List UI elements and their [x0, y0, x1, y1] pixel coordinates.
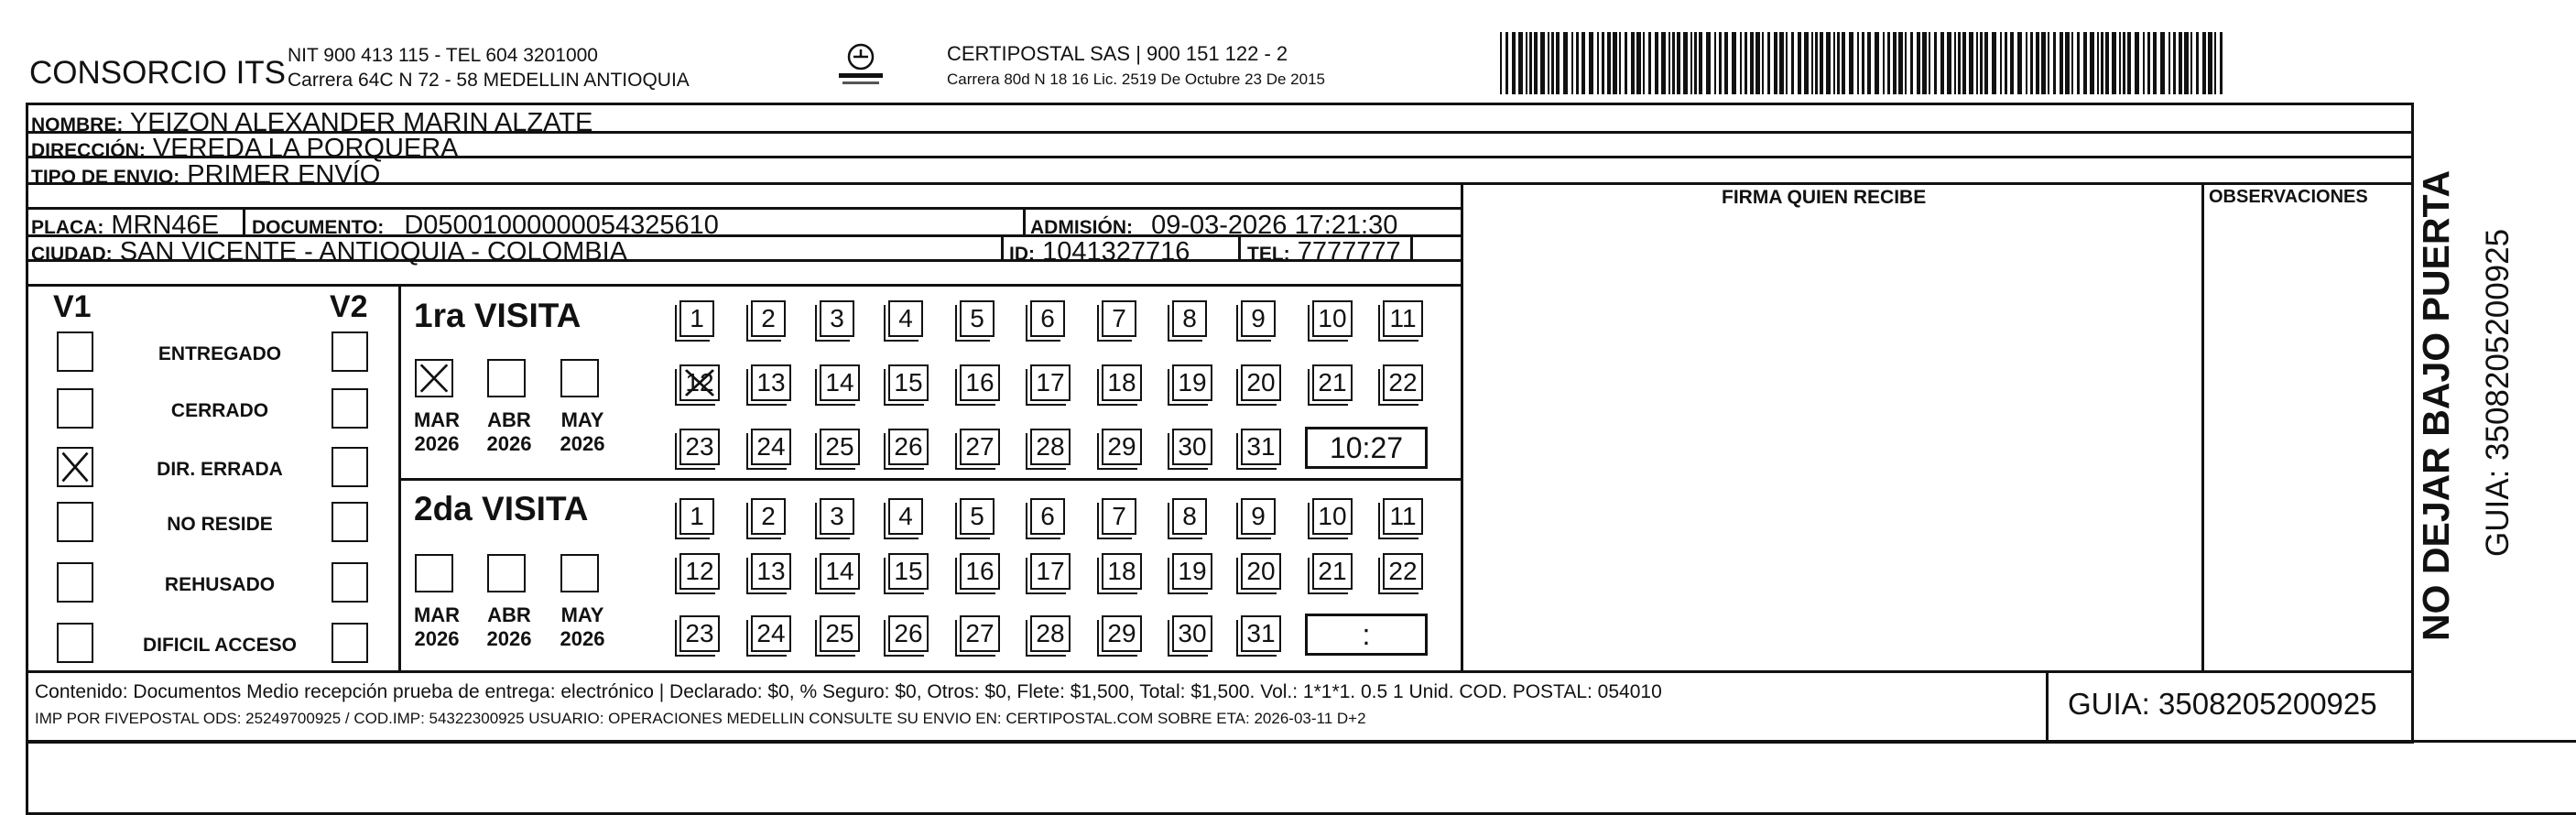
barcode-bar [2017, 32, 2022, 94]
barcode-bar [1529, 32, 1532, 94]
barcode-bar [1984, 32, 1988, 94]
month-label: ABR [487, 408, 531, 431]
barcode-bar [1706, 32, 1711, 94]
v2-checkbox[interactable] [332, 388, 368, 429]
barcode-bar [1602, 32, 1604, 94]
barcode-bar [1762, 32, 1764, 94]
day-box[interactable]: 20 [1241, 553, 1281, 590]
day-box[interactable]: 11 [1383, 300, 1423, 337]
first-visit-title: 1ra VISITA [414, 297, 582, 334]
day-box[interactable]: 28 [1030, 615, 1071, 652]
barcode-bar [1893, 32, 1897, 94]
barcode-bar [1862, 32, 1864, 94]
barcode-bar [1518, 32, 1523, 94]
day-box[interactable]: 20 [1241, 364, 1281, 401]
day-box[interactable]: 21 [1312, 553, 1353, 590]
tipo-label: TIPO DE ENVIO: [31, 167, 180, 188]
barcode-bar [1755, 32, 1760, 94]
barcode-bar [1636, 32, 1641, 94]
barcode-bar [2101, 32, 2103, 94]
year-label: 2026 [560, 627, 605, 650]
footer-guia: GUIA: 3508205200925 [2068, 687, 2377, 721]
barcode-bar [1694, 32, 1697, 94]
tel-label: TEL: [1247, 244, 1290, 265]
status-label: NO RESIDE [167, 514, 273, 535]
barcode-bar [1648, 32, 1651, 94]
no-dejar-bajo-puerta: NO DEJAR BAJO PUERTA [2415, 169, 2457, 641]
v1-checkbox[interactable] [57, 447, 93, 487]
barcode-bar [1668, 32, 1670, 94]
id-value: 1041327716 [1042, 237, 1190, 266]
barcode-bar [2179, 32, 2182, 94]
month-checkbox[interactable] [487, 554, 526, 592]
day-box[interactable]: 16 [960, 364, 1000, 401]
day-box[interactable]: 3 [820, 498, 854, 535]
day-box[interactable]: 6 [1030, 498, 1065, 535]
barcode-bar [1833, 32, 1835, 94]
observaciones-header: OBSERVACIONES [2209, 187, 2368, 207]
admision-row [1030, 212, 1397, 239]
id-label: ID: [1009, 244, 1035, 265]
day-box[interactable]: 1 [679, 300, 714, 337]
month-label: MAR [413, 603, 461, 626]
day-box[interactable]: 12 [679, 553, 720, 590]
day-box[interactable]: 14 [820, 364, 860, 401]
barcode-bar [1556, 32, 1560, 94]
tel-row [1247, 239, 1401, 266]
barcode-bar [2168, 32, 2170, 94]
barcode-bar [2010, 32, 2014, 94]
day-box[interactable]: 29 [1102, 615, 1142, 652]
firma-header: FIRMA QUIEN RECIBE [1722, 187, 1927, 208]
day-box[interactable]: 18 [1102, 364, 1142, 401]
barcode-bar [2026, 32, 2027, 94]
barcode-bar [1767, 32, 1770, 94]
day-box[interactable]: 13 [751, 364, 791, 401]
nombre-row [31, 110, 592, 136]
ciudad-value: SAN VICENTE - ANTIOQUIA - COLOMBIA [119, 237, 628, 266]
sender-name: CONSORCIO ITS [29, 55, 287, 91]
admision-label: ADMISIÓN: [1030, 217, 1133, 238]
barcode-bar [1581, 32, 1585, 94]
impresion-text: IMP POR FIVEPOSTAL ODS: 25249700925 / COD.IMP: 54322300925 USUARIO: OPERACIONES MEDELLIN CONSULTE SU ENVIO EN: CERTIPOSTAL.COM SOBRE ETA: 2026-03-11 D+2 [35, 710, 1366, 727]
day-box[interactable]: 7 [1102, 498, 1136, 535]
barcode-bar [1922, 32, 1927, 94]
day-box[interactable]: 31 [1241, 429, 1281, 465]
day-box[interactable]: 5 [960, 300, 995, 337]
day-box[interactable]: 9 [1241, 300, 1276, 337]
v2-checkbox[interactable] [332, 623, 368, 663]
v2-header: V2 [330, 289, 368, 324]
day-box[interactable]: 17 [1030, 364, 1071, 401]
day-box[interactable]: 22 [1383, 553, 1423, 590]
barcode-bar [1898, 32, 1903, 94]
barcode-bar [1954, 32, 1956, 94]
barcode [1500, 32, 2226, 94]
barcode-bar [1690, 32, 1692, 94]
barcode-bar [1672, 32, 1675, 94]
year-label: 2026 [414, 432, 460, 455]
barcode-bar [1719, 32, 1722, 94]
barcode-bar [2036, 32, 2039, 94]
barcode-bar [1540, 32, 1545, 94]
day-box[interactable]: 1 [679, 498, 714, 535]
day-box[interactable]: 15 [888, 364, 929, 401]
day-box[interactable]: 26 [888, 615, 929, 652]
day-box[interactable]: 23 [679, 615, 720, 652]
barcode-bar [1917, 32, 1920, 94]
barcode-bar [2184, 32, 2189, 94]
day-box[interactable]: 8 [1172, 498, 1207, 535]
admision-value: 09-03-2026 17:21:30 [1151, 211, 1398, 240]
status-label: DIFICIL ACCESO [142, 635, 297, 656]
barcode-bar [2065, 32, 2070, 94]
v2-checkbox[interactable] [332, 562, 368, 603]
documento-row [252, 212, 719, 239]
day-box[interactable]: 23 [679, 429, 720, 465]
day-box[interactable]: 30 [1172, 429, 1212, 465]
barcode-bar [1724, 32, 1728, 94]
barcode-bar [1548, 32, 1549, 94]
barcode-bar [1962, 32, 1966, 94]
barcode-bar [2112, 32, 2116, 94]
barcode-bar [1804, 32, 1809, 94]
month-label: MAY [560, 603, 604, 626]
barcode-bar [2190, 32, 2192, 94]
barcode-bar [1969, 32, 1973, 94]
barcode-bar [2030, 32, 2033, 94]
status-label: REHUSADO [164, 574, 276, 595]
day-box[interactable]: 5 [960, 498, 995, 535]
status-label: CERRADO [170, 400, 269, 421]
direccion-value: VEREDA LA PORQUERA [152, 134, 459, 163]
year-label: 2026 [486, 627, 532, 650]
barcode-bar [1613, 32, 1617, 94]
barcode-bar [1505, 32, 1508, 94]
barcode-bar [2135, 32, 2139, 94]
month-checkbox[interactable] [560, 359, 599, 397]
barcode-bar [2077, 32, 2080, 94]
second-visit-title: 2da VISITA [414, 490, 589, 527]
barcode-bar [1798, 32, 1801, 94]
day-box[interactable]: 16 [960, 553, 1000, 590]
barcode-bar [2196, 32, 2199, 94]
carrier-nit: CERTIPOSTAL SAS | 900 151 122 - 2 [947, 42, 1288, 65]
barcode-bar [2041, 32, 2046, 94]
v1-checkbox[interactable] [57, 623, 93, 663]
barcode-bar [1976, 32, 1978, 94]
year-label: 2026 [486, 432, 532, 455]
barcode-bar [1774, 32, 1777, 94]
barcode-bar [1576, 32, 1579, 94]
barcode-bar [1661, 32, 1666, 94]
barcode-bar [1826, 32, 1831, 94]
day-box[interactable]: 25 [820, 615, 860, 652]
day-box[interactable]: 2 [751, 498, 786, 535]
day-box[interactable]: 17 [1030, 553, 1071, 590]
barcode-bar [1699, 32, 1702, 94]
barcode-bar [1815, 32, 1818, 94]
barcode-bar [1500, 32, 1502, 94]
barcode-bar [1750, 32, 1754, 94]
direccion-label: DIRECCIÓN: [31, 140, 146, 161]
day-box[interactable]: 4 [888, 498, 923, 535]
placa-value: MRN46E [111, 211, 220, 240]
barcode-bar [1883, 32, 1885, 94]
v2-checkbox[interactable] [332, 447, 368, 487]
barcode-bar [1625, 32, 1627, 94]
nombre-label: NOMBRE: [31, 114, 124, 136]
barcode-bar [2173, 32, 2176, 94]
barcode-bar [1551, 32, 1554, 94]
barcode-bar [2123, 32, 2125, 94]
day-box[interactable]: 2 [751, 300, 786, 337]
barcode-bar [1791, 32, 1794, 94]
day-box[interactable]: 25 [820, 429, 860, 465]
barcode-bar [2147, 32, 2150, 94]
day-box[interactable]: 3 [820, 300, 854, 337]
placa-label: PLACA: [31, 217, 104, 238]
v2-checkbox[interactable] [332, 502, 368, 542]
barcode-bar [1958, 32, 1961, 94]
day-box[interactable]: 19 [1172, 553, 1212, 590]
barcode-bar [1905, 32, 1907, 94]
barcode-bar [1732, 32, 1736, 94]
v1-header: V1 [53, 289, 92, 324]
placa-row [31, 212, 219, 239]
barcode-bar [1940, 32, 1944, 94]
status-label: ENTREGADO [158, 343, 282, 364]
barcode-bar [1714, 32, 1716, 94]
barcode-bar [2097, 32, 2099, 94]
barcode-bar [1857, 32, 1859, 94]
certipostal-logo [833, 38, 888, 93]
day-box[interactable]: 10 [1312, 300, 1353, 337]
month-checkbox[interactable] [415, 359, 453, 397]
month-label: MAR [413, 408, 461, 431]
contenido-text: Contenido: Documentos Medio recepción prueba de entrega: electrónico | Declarado: $0, % Seguro: $0, Otros: $0, Flete: $1,500, Total: $1,500. Vol.: 1*1*1. 0.5 1 Unid. COD. POSTAL: 054010 [35, 681, 1662, 702]
nombre-value: YEIZON ALEXANDER MARIN ALZATE [129, 108, 593, 137]
ciudad-label: CIUDAD: [31, 244, 113, 265]
barcode-bar [2083, 32, 2087, 94]
barcode-bar [2208, 32, 2212, 94]
day-box[interactable]: 12 [679, 364, 720, 401]
barcode-bar [2202, 32, 2206, 94]
year-label: 2026 [414, 627, 460, 650]
barcode-bar [1842, 32, 1845, 94]
year-label: 2026 [560, 432, 605, 455]
day-box[interactable]: 13 [751, 553, 791, 590]
v1-checkbox[interactable] [57, 502, 93, 542]
day-box[interactable]: 26 [888, 429, 929, 465]
barcode-bar [1563, 32, 1568, 94]
day-box[interactable]: 11 [1383, 498, 1423, 535]
day-box[interactable]: 9 [1241, 498, 1276, 535]
day-box[interactable]: 21 [1312, 364, 1353, 401]
x-mark-icon [59, 449, 92, 485]
barcode-bar [1820, 32, 1823, 94]
day-box[interactable]: 7 [1102, 300, 1136, 337]
day-box[interactable]: 8 [1172, 300, 1207, 337]
tipo-row [31, 162, 380, 189]
barcode-bar [2214, 32, 2216, 94]
day-box[interactable]: 18 [1102, 553, 1142, 590]
v1-checkbox[interactable] [57, 331, 93, 372]
side-guia: GUIA: 3508205200925 [2480, 228, 2516, 557]
barcode-bar [1837, 32, 1840, 94]
barcode-bar [1677, 32, 1680, 94]
day-box[interactable]: 27 [960, 429, 1000, 465]
barcode-bar [1643, 32, 1645, 94]
status-label: DIR. ERRADA [157, 459, 283, 480]
barcode-bar [2220, 32, 2223, 94]
bottom-strip [26, 740, 2576, 815]
barcode-bar [1811, 32, 1813, 94]
label-frame [26, 103, 2414, 744]
barcode-bar [2005, 32, 2007, 94]
barcode-bar [2160, 32, 2165, 94]
month-checkbox[interactable] [487, 359, 526, 397]
documento-value: D05001000000054325610 [404, 211, 719, 240]
barcode-bar [1992, 32, 1996, 94]
barcode-bar [2071, 32, 2073, 94]
day-box[interactable]: 24 [751, 615, 791, 652]
barcode-bar [1655, 32, 1658, 94]
barcode-bar [2127, 32, 2131, 94]
barcode-bar [2090, 32, 2094, 94]
day-box[interactable]: 28 [1030, 429, 1071, 465]
day-box[interactable]: 19 [1172, 364, 1212, 401]
day-box[interactable]: 22 [1383, 364, 1423, 401]
tipo-value: PRIMER ENVÍO [187, 160, 381, 190]
barcode-bar [1980, 32, 1983, 94]
barcode-bar [1867, 32, 1871, 94]
barcode-bar [1683, 32, 1688, 94]
barcode-bar [1534, 32, 1538, 94]
barcode-bar [2048, 32, 2049, 94]
barcode-bar [1786, 32, 1788, 94]
day-box[interactable]: 14 [820, 553, 860, 590]
barcode-bar [1571, 32, 1573, 94]
day-box[interactable]: 30 [1172, 615, 1212, 652]
barcode-bar [1740, 32, 1742, 94]
visit-time-box[interactable]: : [1305, 614, 1428, 656]
day-box[interactable]: 31 [1241, 615, 1281, 652]
x-mark-icon [681, 366, 718, 399]
barcode-bar [1526, 32, 1527, 94]
v1-checkbox[interactable] [57, 562, 93, 603]
barcode-bar [1910, 32, 1913, 94]
barcode-bar [1947, 32, 1951, 94]
barcode-bar [1849, 32, 1853, 94]
barcode-bar [1607, 32, 1611, 94]
day-box[interactable]: 10 [1312, 498, 1353, 535]
barcode-bar [2000, 32, 2002, 94]
barcode-bar [1934, 32, 1937, 94]
barcode-bar [2060, 32, 2063, 94]
sender-nit-tel: NIT 900 413 115 - TEL 604 3201000 [288, 45, 598, 66]
barcode-bar [2053, 32, 2056, 94]
barcode-bar [1512, 32, 1516, 94]
day-box[interactable]: 4 [888, 300, 923, 337]
barcode-bar [1779, 32, 1784, 94]
barcode-bar [2119, 32, 2121, 94]
barcode-bar [1887, 32, 1890, 94]
barcode-bar [1929, 32, 1930, 94]
barcode-bar [1597, 32, 1599, 94]
barcode-bar [1745, 32, 1747, 94]
barcode-bar [1619, 32, 1621, 94]
month-label: ABR [487, 603, 531, 626]
id-row [1009, 239, 1190, 266]
barcode-bar [2153, 32, 2157, 94]
tel-value: 7777777 [1297, 237, 1401, 266]
day-box[interactable]: 29 [1102, 429, 1142, 465]
barcode-bar [1589, 32, 1593, 94]
barcode-bar [2105, 32, 2109, 94]
sender-address: Carrera 64C N 72 - 58 MEDELLIN ANTIOQUIA [288, 70, 690, 91]
barcode-bar [2143, 32, 2145, 94]
month-label: MAY [560, 408, 604, 431]
ciudad-row [31, 239, 627, 266]
direccion-row [31, 136, 459, 162]
carrier-address: Carrera 80d N 18 16 Lic. 2519 De Octubre 23 De 2015 [947, 71, 1325, 88]
visit-time-box[interactable]: 10:27 [1305, 427, 1428, 469]
barcode-bar [1875, 32, 1879, 94]
day-box[interactable]: 24 [751, 429, 791, 465]
month-checkbox[interactable] [560, 554, 599, 592]
v2-checkbox[interactable] [332, 331, 368, 372]
v1-checkbox[interactable] [57, 388, 93, 429]
day-box[interactable]: 27 [960, 615, 1000, 652]
barcode-bar [1631, 32, 1635, 94]
x-mark-icon [417, 361, 451, 396]
day-box[interactable]: 6 [1030, 300, 1065, 337]
month-checkbox[interactable] [415, 554, 453, 592]
day-box[interactable]: 15 [888, 553, 929, 590]
documento-label: DOCUMENTO: [252, 217, 385, 238]
